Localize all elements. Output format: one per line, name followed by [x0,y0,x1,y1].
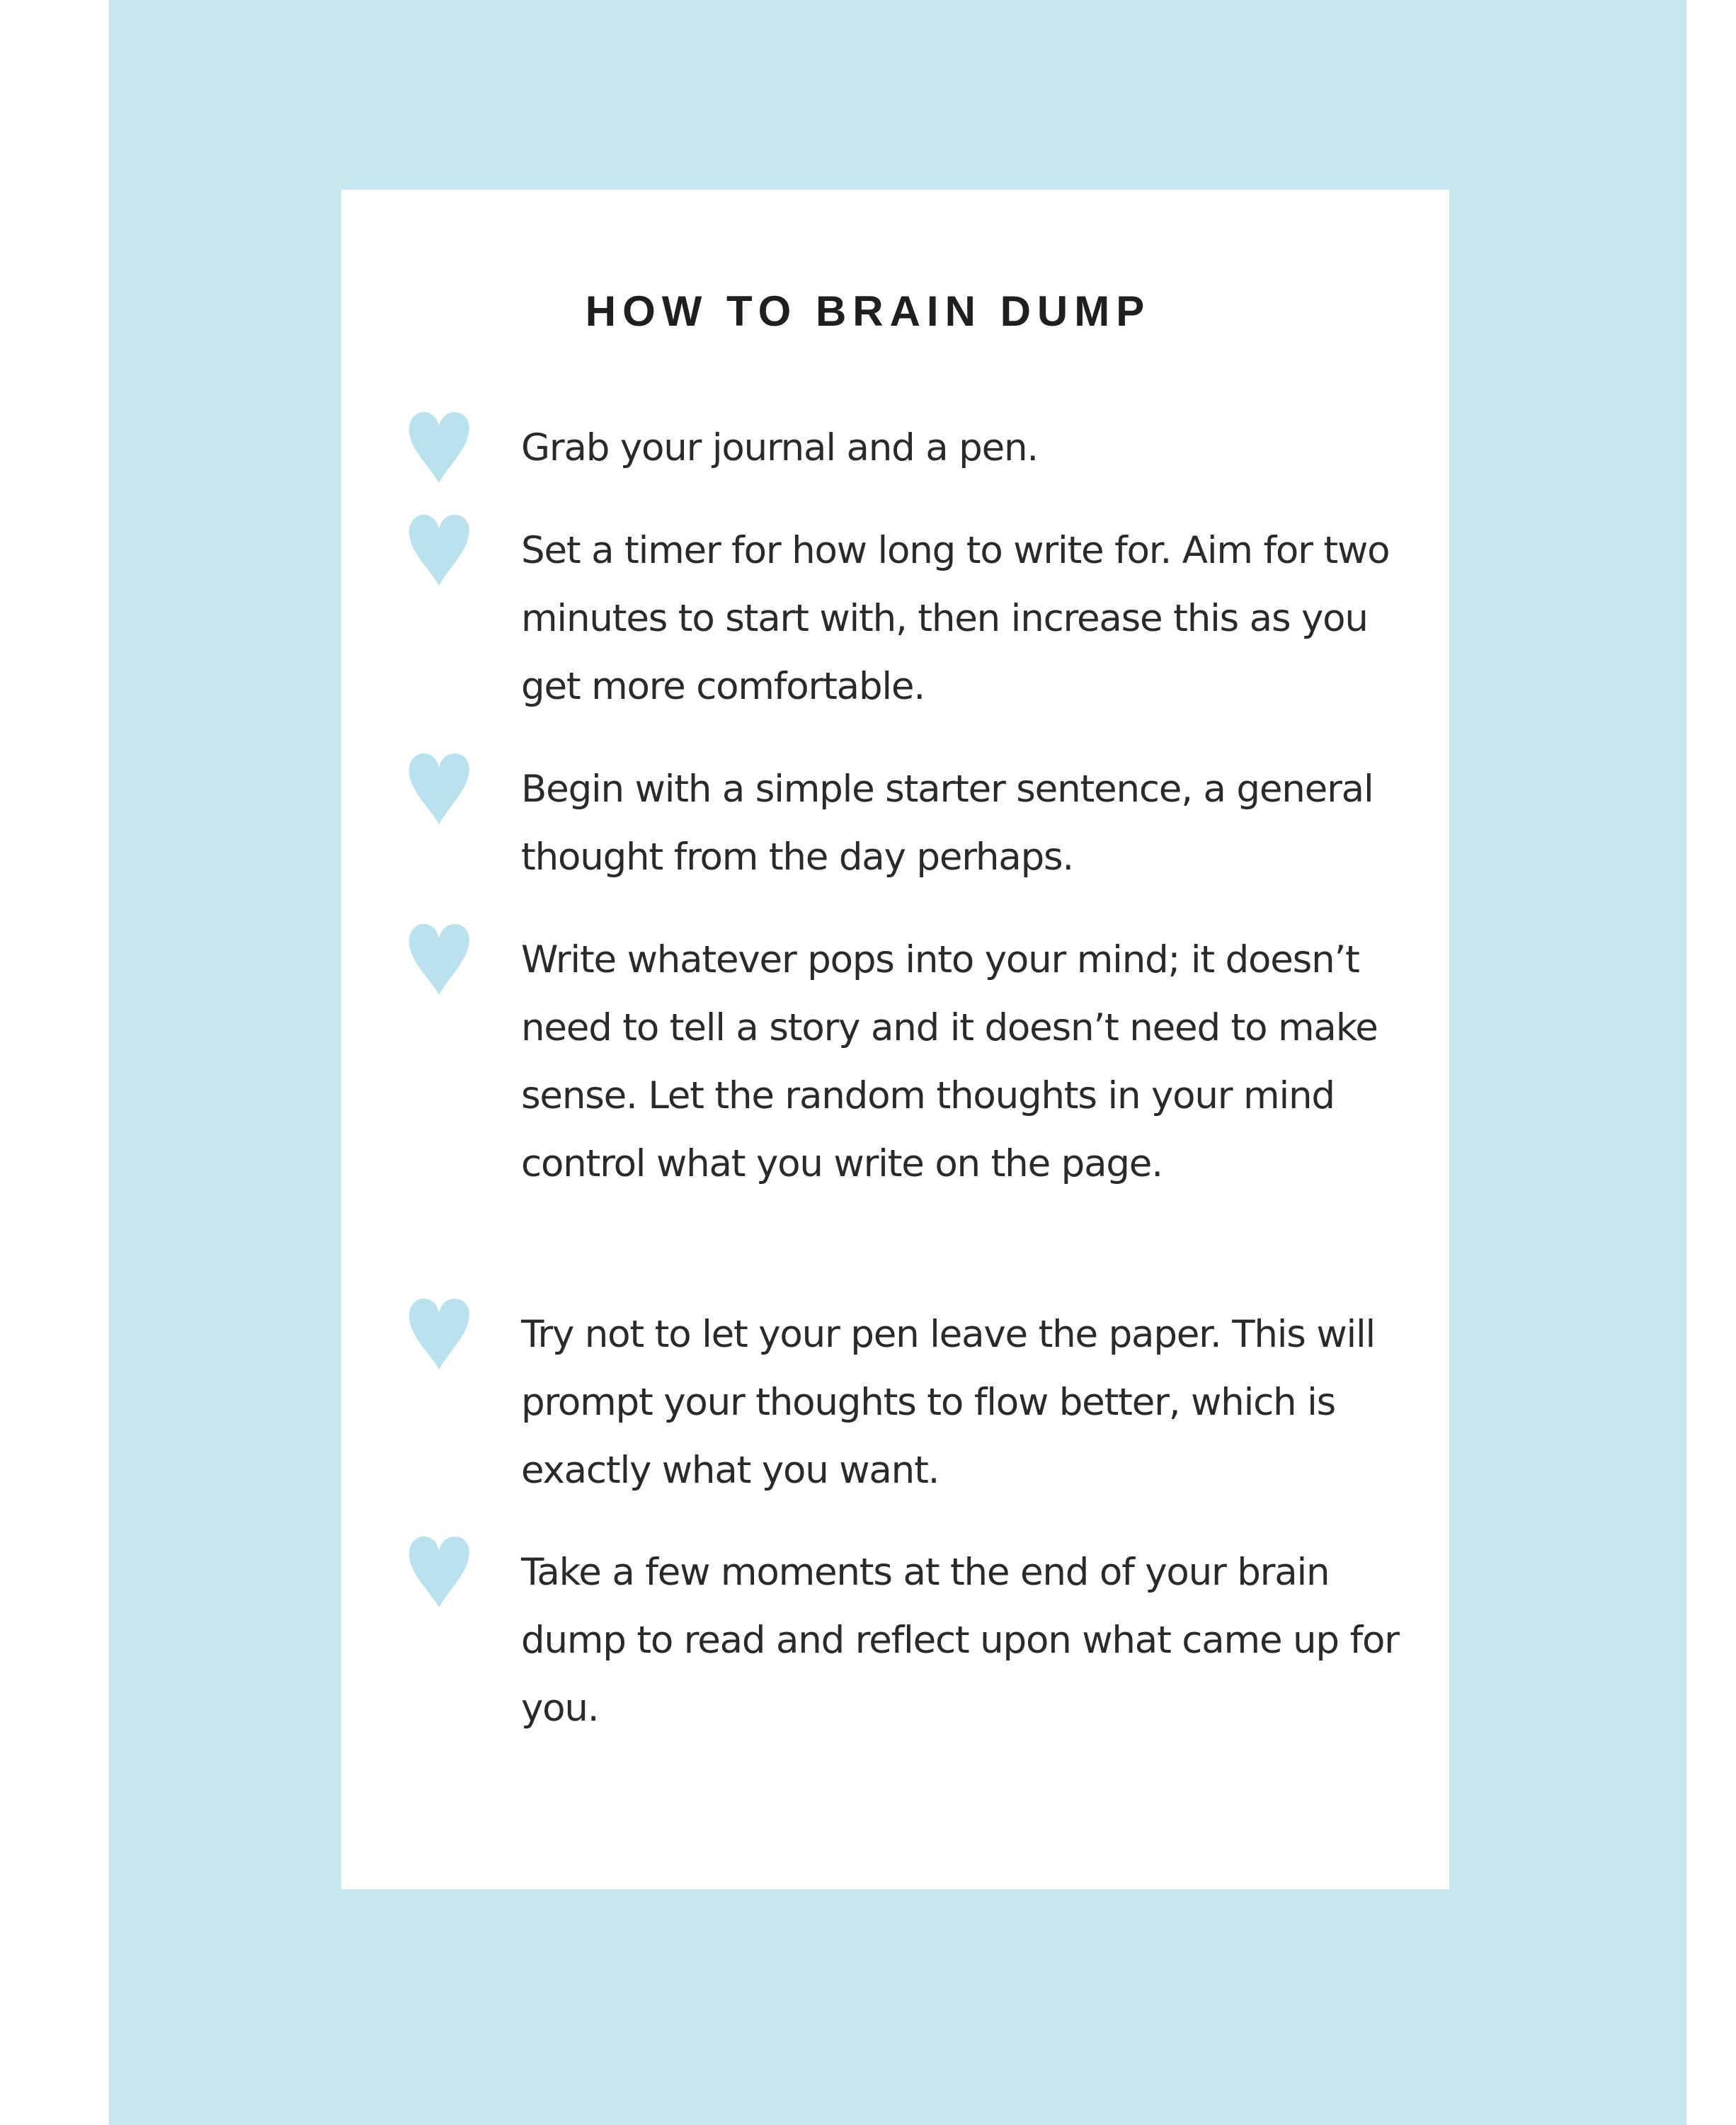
heart-icon [406,513,472,587]
heart-icon [406,923,472,996]
heart-icon [406,1535,472,1609]
heart-icon [406,752,472,826]
step-text: Take a few moments at the end of your brain dump to read and reflect upon what came up for you. [521,1551,1399,1730]
step-text: Try not to let your pen leave the paper. This will prompt your thoughts to flow better, which is exactly what you want. [521,1313,1376,1492]
step-text: Grab your journal and a pen. [521,426,1039,469]
step-text: Write whatever pops into your mind; it doesn’t need to tell a story and it doesn’t need to make sense. Let the random thoughts in your mind control what you write on the page. [521,938,1378,1185]
heart-icon [406,411,472,484]
step-text: Begin with a simple starter sentence, a general thought from the day perhaps. [521,768,1374,879]
heart-icon [406,1297,472,1371]
step-text: Set a timer for how long to write for. Aim for two minutes to start with, then increase this as you get more comfortable. [521,529,1390,708]
page-title: HOW TO BRAIN DUMP [585,287,1151,335]
